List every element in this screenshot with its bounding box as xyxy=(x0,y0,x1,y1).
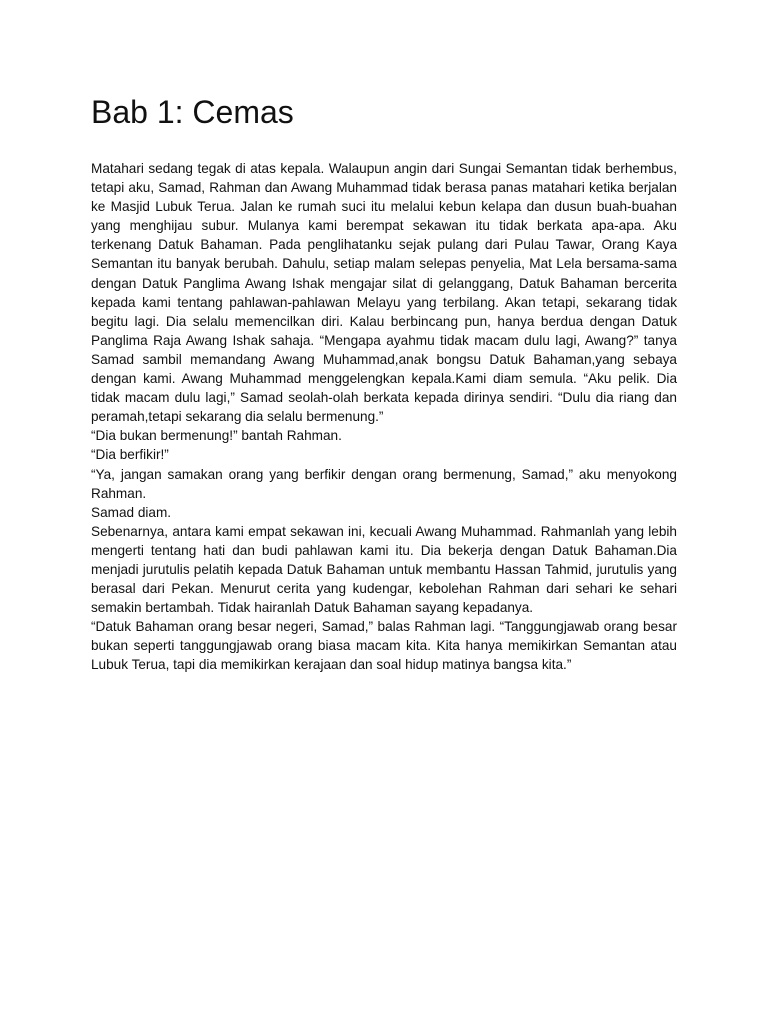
chapter-title: Bab 1: Cemas xyxy=(91,94,294,130)
paragraph: Samad diam. xyxy=(91,504,172,520)
paragraph: “Datuk Bahaman orang besar negeri, Samad,” balas Rahman lagi. “Tanggungjawab orang besar bukan seperti tanggungjawab orang biasa macam kita. Kita hanya memikirkan Semantan atau Lubuk Terua, tapi dia memikirkan kerajaan dan soal hidup matinya bangsa kita.” xyxy=(91,619,677,673)
chapter-body xyxy=(91,159,677,675)
paragraph: Matahari sedang tegak di atas kepala. Walaupun angin dari Sungai Semantan tidak berhembus, tetapi aku, Samad, Rahman dan Awang Muhammad tidak berasa panas matahari ketika berjalan ke Masjid Lubuk Terua. Jalan ke rumah suci itu melalui kebun kelapa dan dusun buah-buahan yang menghijau subur. Mulanya kami berempat sekawan itu tidak berkata apa-apa. Aku terkenang Datuk Bahaman. Pada penglihatanku sejak pulang dari Pulau Tawar, Orang Kaya Semantan itu banyak berubah. Dahulu, setiap malam selepas penyelia, Mat Lela bersama-sama dengan Datuk Panglima Awang Ishak mengajar silat di gelanggang, Datuk Bahaman bercerita kepada kami tentang pahlawan-pahlawan Melayu yang terbilang. Akan tetapi, sekarang tidak begitu lagi. Dia selalu memencilkan diri. Kalau berbincang pun, hanya berdua dengan Datuk Panglima Raja Awang Ishak sahaja. “Mengapa ayahmu tidak macam dulu lagi, Awang?” tanya Samad sambil memandang Awang Muhammad,anak bongsu Datuk Bahaman,yang sebaya dengan kami. Awang Muhammad menggelengkan kepala.Kami diam semula. “Aku pelik. Dia tidak macam dulu lagi,” Samad seolah-olah berkata kepada dirinya sendiri. “Dulu dia riang dan peramah,tetapi sekarang dia selalu bermenung.” xyxy=(91,161,677,425)
paragraph: “Dia bukan bermenung!” bantah Rahman. xyxy=(91,428,342,444)
paragraph: Sebenarnya, antara kami empat sekawan ini, kecuali Awang Muhammad. Rahmanlah yang lebih mengerti tentang hati dan budi pahlawan kami itu. Dia bekerja dengan Datuk Bahaman.Dia menjadi jurutulis pelatih kepada Datuk Bahaman untuk membantu Hassan Tahmid, jurutulis yang berasal dari Pekan. Menurut cerita yang kudengar, kebolehan Rahman dari sehari ke sehari semakin bertambah. Tidak hairanlah Datuk Bahaman sayang kepadanya. xyxy=(91,523,677,616)
paragraph: “Ya, jangan samakan orang yang berfikir dengan orang bermenung, Samad,” aku menyokong Rahman. xyxy=(91,466,677,501)
paragraph: “Dia berfikir!” xyxy=(91,447,169,463)
